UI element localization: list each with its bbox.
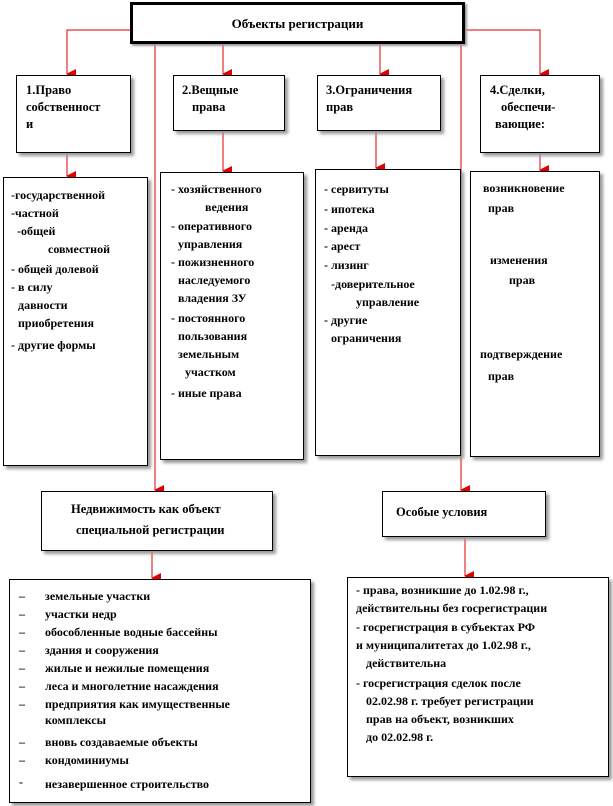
restrictions-item: - другие <box>324 313 368 327</box>
ownership-heading-line: и <box>26 117 34 131</box>
real-rights-list-box <box>160 172 304 460</box>
ownership-item: приобретения <box>18 316 95 330</box>
special-item: до 02.02.98 г. <box>366 730 434 744</box>
transactions-item: возникновение <box>483 181 565 195</box>
real-rights-item: ведения <box>205 200 249 214</box>
real-rights-heading-box <box>173 75 285 131</box>
ownership-list-box <box>3 177 148 466</box>
realty-dash: – <box>19 589 25 603</box>
special-heading-text: Особые условия <box>396 505 488 519</box>
restrictions-item: - аренда <box>324 221 368 235</box>
realty-list-box <box>9 579 311 803</box>
ownership-heading-line: 1.Право <box>26 83 72 97</box>
restrictions-item: ограничения <box>331 331 402 345</box>
realty-dash: - <box>19 775 23 789</box>
realty-dash: – <box>19 735 25 749</box>
ownership-item: - в силу <box>11 280 53 294</box>
real-rights-item: участком <box>185 365 236 379</box>
ownership-heading-line: собственност <box>26 100 101 114</box>
transactions-item: подтверждение <box>480 347 563 361</box>
transactions-list-box <box>470 171 600 457</box>
transactions-item: прав <box>488 201 515 215</box>
realty-item: здания и сооружения <box>45 643 159 657</box>
ownership-item: -государственной <box>11 188 106 202</box>
special-item: - права, возникшие до 1.02.98 г., <box>356 583 529 597</box>
special-list-box <box>347 577 609 777</box>
restrictions-heading-line: 3.Ограничения <box>326 83 413 97</box>
real-rights-item: - оперативного <box>171 219 252 233</box>
realty-dash: – <box>19 643 25 657</box>
special-item: действительна <box>366 656 447 670</box>
realty-item: незавершенное строительство <box>45 777 210 791</box>
real-rights-item: - постоянного <box>171 311 246 325</box>
real-rights-item: земельным <box>178 347 240 361</box>
realty-dash: – <box>19 625 25 639</box>
restrictions-item: управление <box>356 295 420 309</box>
restrictions-heading-line: прав <box>326 100 354 114</box>
real-rights-item: управления <box>178 237 243 251</box>
real-rights-heading-line: 2.Вещные <box>182 83 239 97</box>
special-item: и муниципалитетах до 1.02.98 г., <box>356 638 531 652</box>
realty-item: земельные участки <box>45 589 151 603</box>
special-item: 02.02.98 г. требует регистрации <box>366 694 534 708</box>
transactions-item: прав <box>488 369 515 383</box>
realty-dash: – <box>19 607 25 621</box>
ownership-item: -частной <box>11 206 59 220</box>
real-rights-item: - хозяйственного <box>171 182 262 196</box>
special-item: действительны без госрегистрации <box>356 601 548 615</box>
restrictions-item: -доверительное <box>331 277 415 291</box>
real-rights-item: наследуемого <box>178 273 251 287</box>
realty-dash: – <box>19 679 25 693</box>
real-rights-item: - иные права <box>171 386 242 400</box>
restrictions-heading-box <box>317 75 441 131</box>
realty-heading-line: Недвижимость как объект <box>71 502 221 516</box>
transactions-heading-line: 4.Сделки, <box>490 83 545 97</box>
realty-item: комплексы <box>45 713 106 727</box>
special-item: - госрегистрация в субъектах РФ <box>356 620 536 634</box>
real-rights-item: - пожизненного <box>171 255 255 269</box>
real-rights-item: пользования <box>178 329 248 343</box>
restrictions-item: - сервитуты <box>324 182 389 196</box>
real-rights-heading-line: права <box>192 100 226 114</box>
special-item: - госрегистрация сделок после <box>356 676 521 690</box>
realty-item: кондоминиумы <box>45 753 129 767</box>
realty-item: леса и многолетние насаждения <box>45 679 219 693</box>
title-text: Объекты регистрации <box>231 16 364 31</box>
special-heading-box <box>382 491 546 537</box>
transactions-item: прав <box>509 273 536 287</box>
ownership-item: совместной <box>48 242 110 256</box>
restrictions-list-box <box>315 169 461 456</box>
transactions-item: изменения <box>490 253 548 267</box>
real-rights-item: владения ЗУ <box>178 291 247 305</box>
realty-item: обособленные водные бассейны <box>45 625 218 639</box>
arrow-to-ownership <box>67 30 130 74</box>
transactions-heading-line: обеспечи- <box>501 100 556 114</box>
restrictions-item: - ипотека <box>324 202 375 216</box>
realty-item: предприятия как имущественные <box>45 697 231 711</box>
realty-heading-box <box>41 491 273 551</box>
transactions-heading-line: вающие: <box>495 117 546 131</box>
special-item: прав на объект, возникших <box>366 712 514 726</box>
restrictions-item: - арест <box>324 239 361 253</box>
realty-dash: – <box>19 661 25 675</box>
realty-heading-line: специальной регистрации <box>76 523 225 537</box>
realty-item: вновь создаваемые объекты <box>45 735 198 749</box>
realty-item: жилые и нежилые помещения <box>45 661 210 675</box>
arrow-to-transactions <box>465 30 540 74</box>
realty-dash: – <box>19 753 25 767</box>
ownership-heading-box <box>16 75 131 153</box>
ownership-item: - общей долевой <box>11 262 99 276</box>
ownership-item: -общей <box>17 224 56 238</box>
ownership-item: давности <box>18 298 68 312</box>
ownership-item: - другие формы <box>11 338 96 352</box>
realty-dash: – <box>19 697 25 711</box>
realty-item: участки недр <box>45 607 117 621</box>
restrictions-item: - лизинг <box>324 258 369 272</box>
transactions-heading-box <box>480 75 600 153</box>
title-box <box>130 2 465 44</box>
